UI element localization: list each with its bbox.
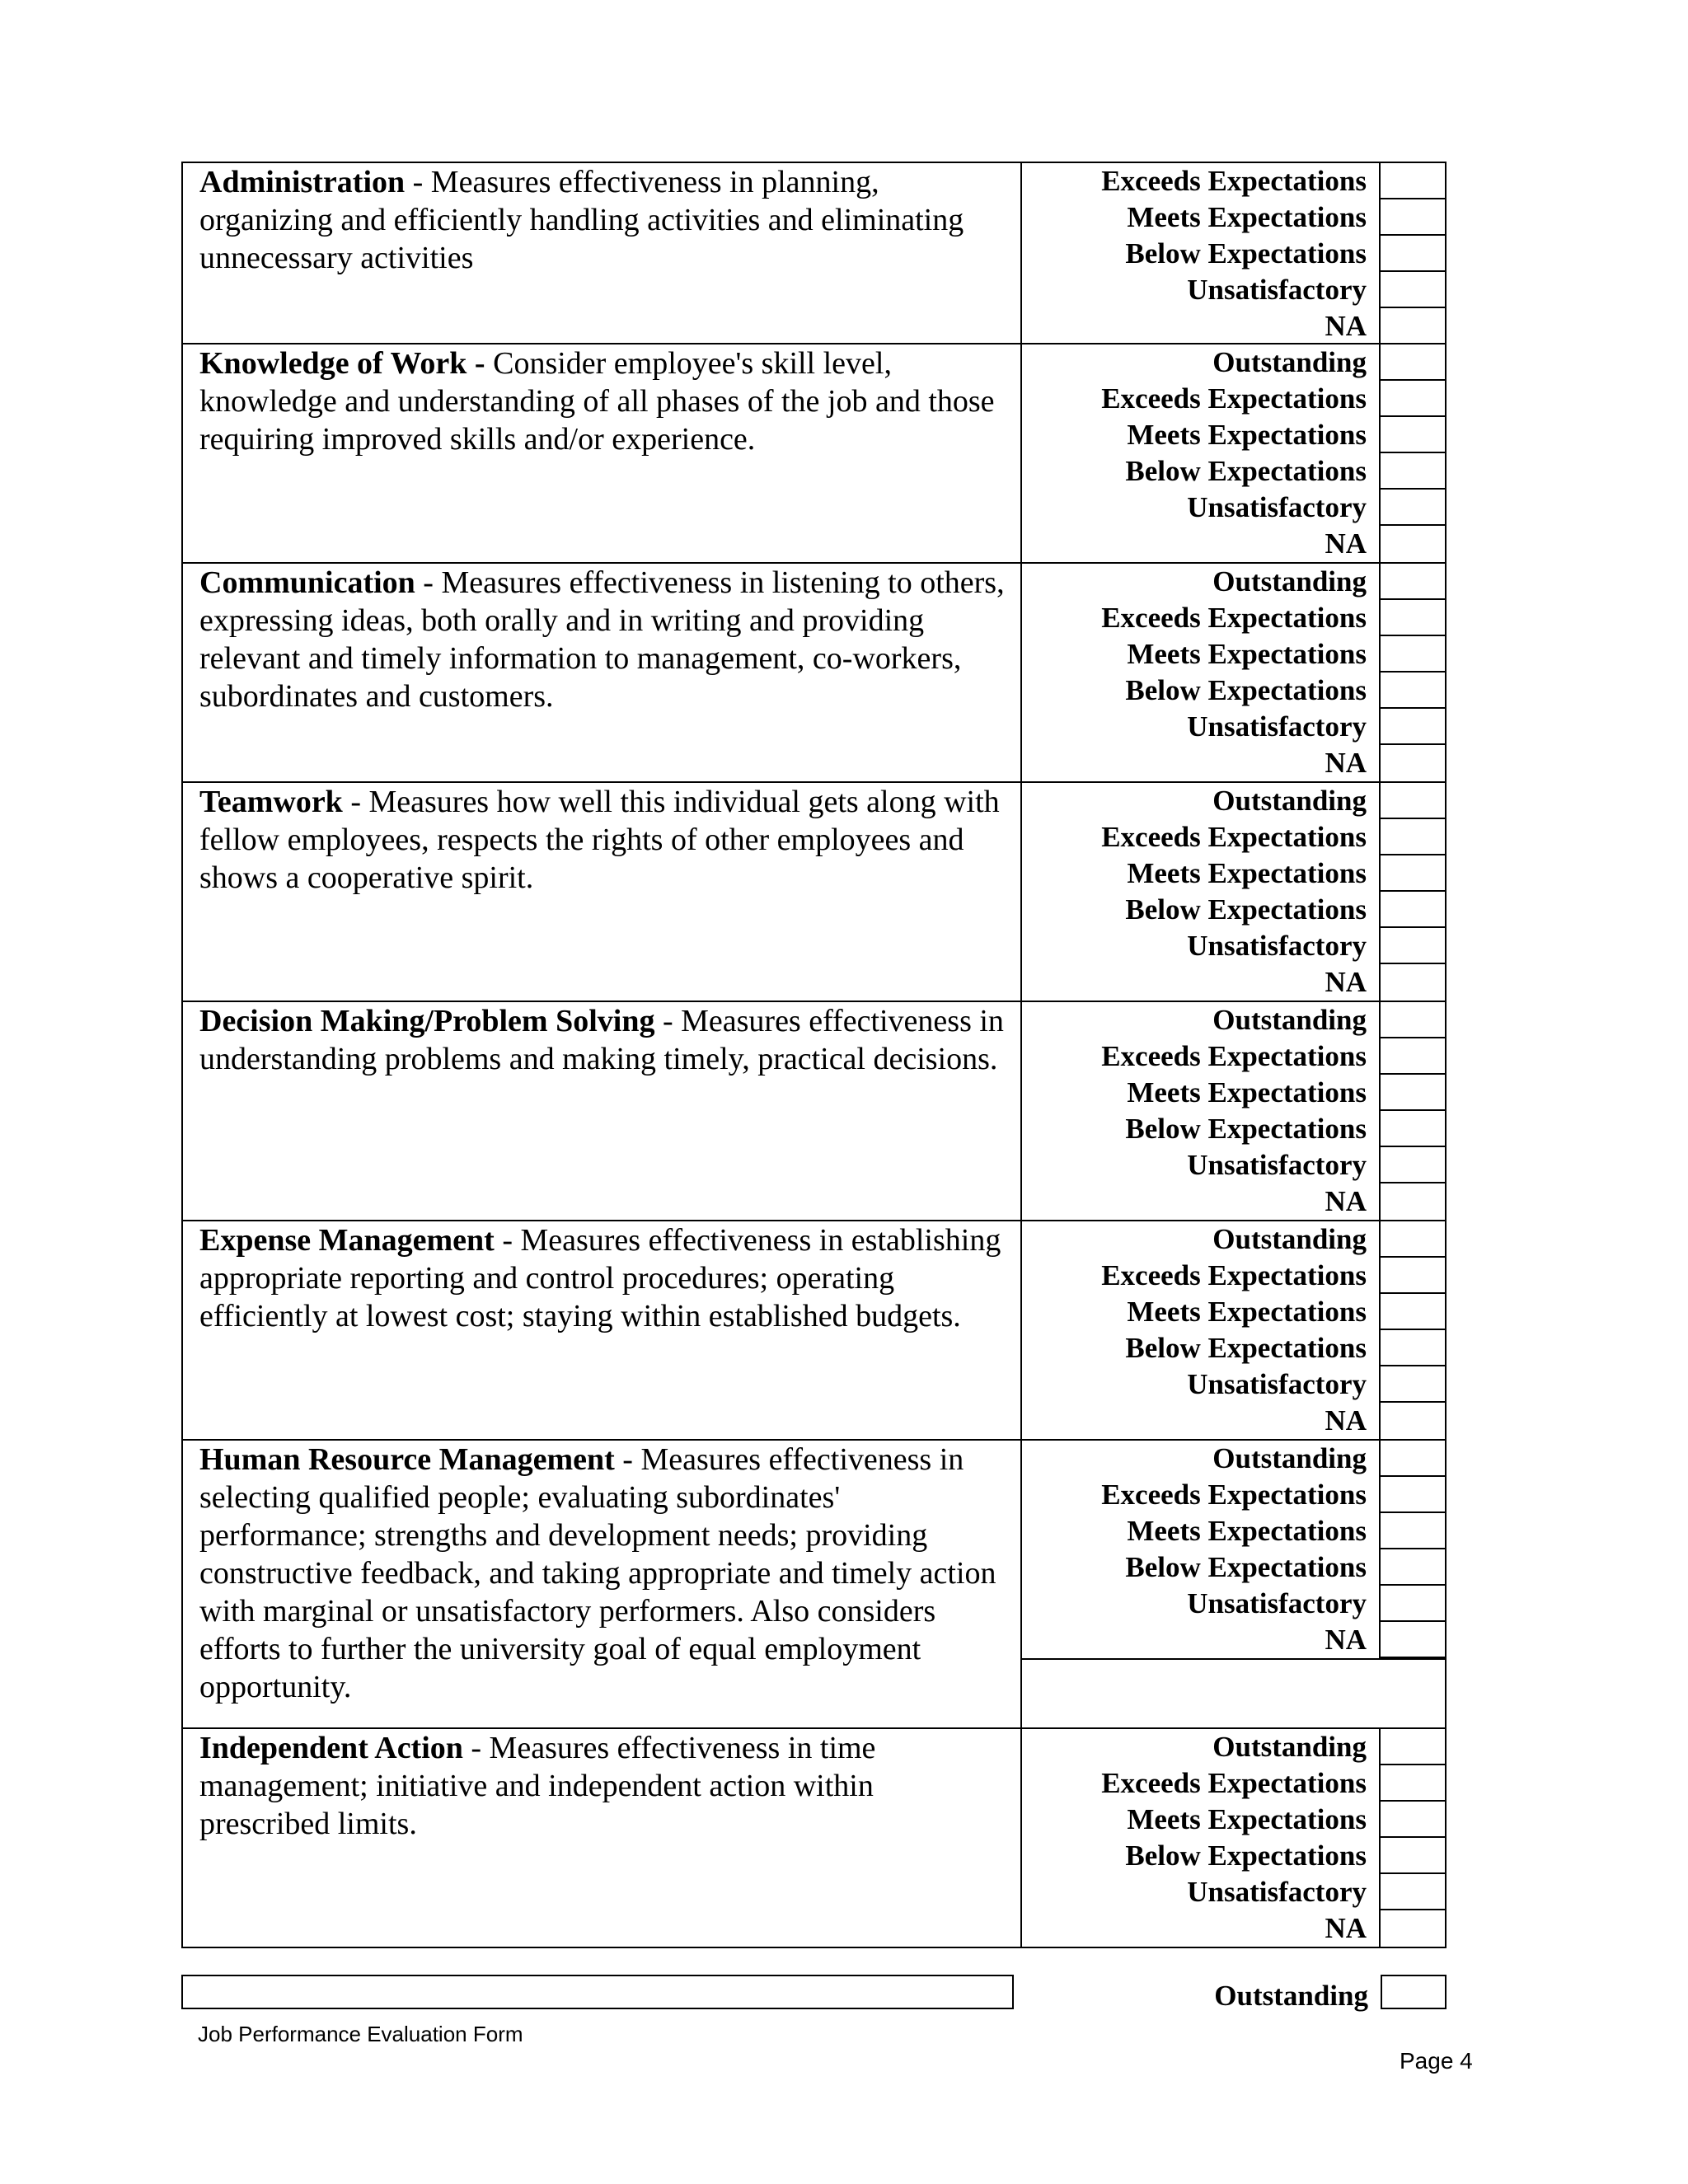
rating-row bbox=[1022, 745, 1445, 781]
rating-label: NA bbox=[1325, 966, 1367, 998]
rating-row bbox=[1022, 1838, 1445, 1874]
rating-checkbox[interactable] bbox=[1379, 1183, 1445, 1220]
section-description bbox=[183, 783, 1022, 1001]
section-description bbox=[183, 1729, 1022, 1947]
rating-checkbox[interactable] bbox=[1379, 381, 1445, 417]
rating-checkbox[interactable] bbox=[1379, 163, 1445, 199]
rating-checkbox[interactable] bbox=[1379, 636, 1445, 673]
rating-label: Meets Expectations bbox=[1127, 638, 1367, 670]
rating-label: Below Expectations bbox=[1125, 237, 1367, 269]
section-title: Expense Management bbox=[199, 1223, 495, 1258]
rating-label: Outstanding bbox=[1214, 1980, 1368, 2012]
section-text: - Measures effectiveness in establishing appropriate reporting and control procedures; operating efficiently at lowest cost; staying within established budgets. bbox=[199, 1223, 1001, 1333]
rating-checkbox[interactable] bbox=[1379, 1622, 1445, 1658]
rating-row bbox=[1022, 964, 1445, 1001]
rating-checkbox[interactable] bbox=[1379, 1403, 1445, 1439]
rating-checkbox[interactable] bbox=[1379, 1477, 1445, 1513]
section-description bbox=[183, 1002, 1022, 1220]
rating-row bbox=[1022, 564, 1445, 600]
rating-label: Outstanding bbox=[1212, 565, 1367, 598]
rating-row bbox=[1022, 308, 1445, 344]
rating-label: Outstanding bbox=[1212, 1442, 1367, 1474]
rating-label: Meets Expectations bbox=[1127, 201, 1367, 233]
rating-label: Unsatisfactory bbox=[1187, 1876, 1367, 1908]
rating-row bbox=[1022, 1075, 1445, 1111]
rating-checkbox[interactable] bbox=[1379, 964, 1445, 1001]
rating-row bbox=[1022, 344, 1445, 381]
rating-label: Unsatisfactory bbox=[1187, 710, 1367, 743]
rating-row bbox=[1022, 1622, 1445, 1658]
rating-checkbox[interactable] bbox=[1379, 1221, 1445, 1258]
section-text: - Measures effectiveness in listening to others, expressing ideas, both orally and in writing and providing relevant and timely information to management, co-workers, subordinates and customers. bbox=[199, 565, 1005, 714]
rating-row bbox=[1022, 600, 1445, 636]
rating-row bbox=[1022, 1586, 1445, 1622]
rating-label: Exceeds Expectations bbox=[1101, 602, 1367, 634]
rating-checkbox[interactable] bbox=[1379, 1294, 1445, 1330]
rating-label: Meets Expectations bbox=[1127, 1803, 1367, 1835]
rating-row bbox=[1022, 1294, 1445, 1330]
rating-label: Unsatisfactory bbox=[1187, 1149, 1367, 1181]
rating-label: NA bbox=[1325, 1624, 1367, 1656]
rating-checkbox[interactable] bbox=[1379, 1441, 1445, 1477]
section-administration bbox=[181, 162, 1447, 344]
rating-checkbox[interactable] bbox=[1379, 819, 1445, 855]
rating-label: Unsatisfactory bbox=[1187, 1587, 1367, 1619]
rating-checkbox[interactable] bbox=[1379, 1111, 1445, 1147]
rating-row bbox=[1022, 272, 1445, 308]
rating-row bbox=[1022, 1513, 1445, 1549]
section-description bbox=[183, 564, 1022, 781]
rating-checkbox[interactable] bbox=[1379, 1513, 1445, 1549]
section-expense-management bbox=[181, 1220, 1447, 1441]
rating-row bbox=[1022, 783, 1445, 819]
section-text: - Measures effectiveness in planning, organizing and efficiently handling activities and eliminating unnecessary activities bbox=[199, 165, 964, 275]
rating-label: Meets Expectations bbox=[1127, 857, 1367, 889]
divider bbox=[1022, 1658, 1445, 1660]
section-description bbox=[183, 163, 1022, 343]
rating-row bbox=[1022, 1038, 1445, 1075]
rating-row bbox=[1022, 1403, 1445, 1439]
section-title: Teamwork bbox=[199, 785, 343, 819]
rating-checkbox[interactable] bbox=[1381, 1975, 1447, 2009]
section-text: - Measures how well this individual gets along with fellow employees, respects the rights of other employees and shows a cooperative spirit. bbox=[199, 785, 1000, 895]
rating-row bbox=[1022, 1910, 1445, 1947]
rating-row bbox=[1022, 236, 1445, 272]
rating-label: Below Expectations bbox=[1125, 455, 1367, 487]
rating-row bbox=[1022, 1802, 1445, 1838]
rating-label: Below Expectations bbox=[1125, 1840, 1367, 1872]
section-communication bbox=[181, 562, 1447, 783]
rating-row bbox=[1022, 709, 1445, 745]
rating-row bbox=[1022, 819, 1445, 855]
rating-checkbox[interactable] bbox=[1379, 1838, 1445, 1874]
rating-row bbox=[1022, 453, 1445, 490]
rating-label: NA bbox=[1325, 1404, 1367, 1436]
rating-checkbox[interactable] bbox=[1379, 564, 1445, 600]
rating-row bbox=[1022, 1549, 1445, 1586]
section-independent-action bbox=[181, 1727, 1447, 1948]
rating-checkbox[interactable] bbox=[1379, 453, 1445, 490]
rating-checkbox[interactable] bbox=[1379, 855, 1445, 892]
page-number: Page 4 bbox=[1400, 2048, 1473, 2074]
rating-checkbox[interactable] bbox=[1379, 1729, 1445, 1765]
section-description bbox=[183, 344, 1022, 562]
rating-row bbox=[1022, 636, 1445, 673]
rating-label: Outstanding bbox=[1212, 1004, 1367, 1036]
section-title: Administration bbox=[199, 165, 406, 199]
rating-label: Exceeds Expectations bbox=[1101, 1040, 1367, 1072]
rating-row bbox=[1022, 526, 1445, 562]
rating-label: Exceeds Expectations bbox=[1101, 1259, 1367, 1291]
rating-row bbox=[1022, 1111, 1445, 1147]
rating-label: NA bbox=[1325, 310, 1367, 342]
rating-label: Below Expectations bbox=[1125, 893, 1367, 926]
rating-checkbox[interactable] bbox=[1379, 745, 1445, 781]
rating-row bbox=[1022, 855, 1445, 892]
rating-checkbox[interactable] bbox=[1379, 1910, 1445, 1947]
section-text: - Measures effectiveness in understanding problems and making timely, practical decisions. bbox=[199, 1004, 1004, 1076]
rating-label: NA bbox=[1325, 527, 1367, 560]
rating-checkbox[interactable] bbox=[1379, 1765, 1445, 1802]
rating-label: Below Expectations bbox=[1125, 1551, 1367, 1583]
rating-row bbox=[1022, 1147, 1445, 1183]
rating-checkbox[interactable] bbox=[1379, 1330, 1445, 1366]
section-title: Independent Action bbox=[199, 1731, 463, 1765]
rating-label: Meets Expectations bbox=[1127, 419, 1367, 451]
rating-checkbox[interactable] bbox=[1379, 1258, 1445, 1294]
rating-label: Exceeds Expectations bbox=[1101, 165, 1367, 197]
rating-row bbox=[1022, 1441, 1445, 1477]
rating-label: Unsatisfactory bbox=[1187, 1368, 1367, 1400]
rating-row bbox=[1022, 1765, 1445, 1802]
section-text: - Measures effectiveness in time management; initiative and independent action within prescribed limits. bbox=[199, 1731, 876, 1841]
rating-row bbox=[1022, 892, 1445, 928]
rating-checkbox[interactable] bbox=[1379, 1586, 1445, 1622]
rating-row bbox=[1022, 1221, 1445, 1258]
rating-row bbox=[1022, 1002, 1445, 1038]
rating-checkbox[interactable] bbox=[1379, 1366, 1445, 1403]
rating-row bbox=[1022, 1477, 1445, 1513]
section-teamwork bbox=[181, 781, 1447, 1002]
rating-checkbox[interactable] bbox=[1379, 709, 1445, 745]
rating-checkbox[interactable] bbox=[1379, 526, 1445, 562]
section-title: Communication bbox=[199, 565, 415, 600]
rating-label: Exceeds Expectations bbox=[1101, 382, 1367, 415]
rating-label: Unsatisfactory bbox=[1187, 930, 1367, 962]
rating-label: Below Expectations bbox=[1125, 1332, 1367, 1364]
rating-label: Outstanding bbox=[1212, 346, 1367, 378]
rating-checkbox[interactable] bbox=[1379, 1147, 1445, 1183]
rating-checkbox[interactable] bbox=[1379, 490, 1445, 526]
rating-checkbox[interactable] bbox=[1379, 673, 1445, 709]
rating-label: Below Expectations bbox=[1125, 674, 1367, 706]
rating-label: Outstanding bbox=[1212, 1731, 1367, 1763]
rating-checkbox[interactable] bbox=[1379, 344, 1445, 381]
rating-checkbox[interactable] bbox=[1379, 1874, 1445, 1910]
rating-label: NA bbox=[1325, 747, 1367, 779]
rating-checkbox[interactable] bbox=[1379, 1002, 1445, 1038]
rating-row bbox=[1022, 163, 1445, 199]
rating-checkbox[interactable] bbox=[1379, 236, 1445, 272]
rating-label: Exceeds Expectations bbox=[1101, 1767, 1367, 1799]
footer-form-name: Job Performance Evaluation Form bbox=[198, 2022, 523, 2046]
rating-label: Unsatisfactory bbox=[1187, 491, 1367, 523]
rating-checkbox[interactable] bbox=[1379, 199, 1445, 236]
rating-checkbox[interactable] bbox=[1379, 600, 1445, 636]
section-human-resource-management bbox=[181, 1439, 1447, 1729]
rating-label: NA bbox=[1325, 1185, 1367, 1217]
rating-row bbox=[1022, 1366, 1445, 1403]
rating-checkbox[interactable] bbox=[1379, 308, 1445, 344]
rating-row bbox=[1022, 1729, 1445, 1765]
rating-checkbox[interactable] bbox=[1379, 783, 1445, 819]
rating-label: Exceeds Expectations bbox=[1101, 1479, 1367, 1511]
rating-checkbox[interactable] bbox=[1379, 1038, 1445, 1075]
rating-row bbox=[1022, 1258, 1445, 1294]
rating-checkbox[interactable] bbox=[1379, 892, 1445, 928]
rating-checkbox[interactable] bbox=[1379, 417, 1445, 453]
rating-label: NA bbox=[1325, 1912, 1367, 1944]
rating-label: Below Expectations bbox=[1125, 1113, 1367, 1145]
rating-checkbox[interactable] bbox=[1379, 1802, 1445, 1838]
rating-row bbox=[1022, 1874, 1445, 1910]
rating-label: Unsatisfactory bbox=[1187, 274, 1367, 306]
section-title: Human Resource Management bbox=[199, 1442, 615, 1477]
rating-row bbox=[1022, 381, 1445, 417]
rating-checkbox[interactable] bbox=[1379, 1075, 1445, 1111]
rating-label: Meets Expectations bbox=[1127, 1515, 1367, 1547]
rating-row bbox=[1022, 490, 1445, 526]
section-text: - Measures effectiveness in selecting qualified people; evaluating subordinates' performance; strengths and development needs; providing constructive feedback, and taking appropriate and timely action with marginal or unsatisfactory performers. Also considers efforts to further the university goal of equal employment opportunity. bbox=[199, 1442, 996, 1704]
rating-label: Meets Expectations bbox=[1127, 1296, 1367, 1328]
section-knowledge-of-work bbox=[181, 343, 1447, 564]
rating-label: Outstanding bbox=[1212, 1223, 1367, 1255]
rating-row bbox=[1022, 1330, 1445, 1366]
rating-row bbox=[1022, 199, 1445, 236]
section-title: Decision Making/Problem Solving bbox=[199, 1004, 655, 1038]
rating-checkbox[interactable] bbox=[1379, 928, 1445, 964]
rating-label: Meets Expectations bbox=[1127, 1076, 1367, 1108]
section-description bbox=[183, 1441, 1022, 1727]
section-description bbox=[183, 1221, 1022, 1439]
section-title: Knowledge of Work - bbox=[199, 346, 494, 381]
rating-checkbox[interactable] bbox=[1379, 1549, 1445, 1586]
rating-label: Exceeds Expectations bbox=[1101, 821, 1367, 853]
partial-section-description bbox=[181, 1975, 1014, 2009]
rating-row bbox=[1022, 1183, 1445, 1220]
rating-row bbox=[1022, 928, 1445, 964]
rating-row bbox=[1022, 417, 1445, 453]
rating-row bbox=[1020, 1978, 1447, 2014]
rating-checkbox[interactable] bbox=[1379, 272, 1445, 308]
section-text: Consider employee's skill level, knowledge and understanding of all phases of the job and those requiring improved skills and/or experience. bbox=[199, 346, 995, 457]
rating-row bbox=[1022, 673, 1445, 709]
section-decision-making bbox=[181, 1001, 1447, 1221]
rating-label: Outstanding bbox=[1212, 785, 1367, 817]
